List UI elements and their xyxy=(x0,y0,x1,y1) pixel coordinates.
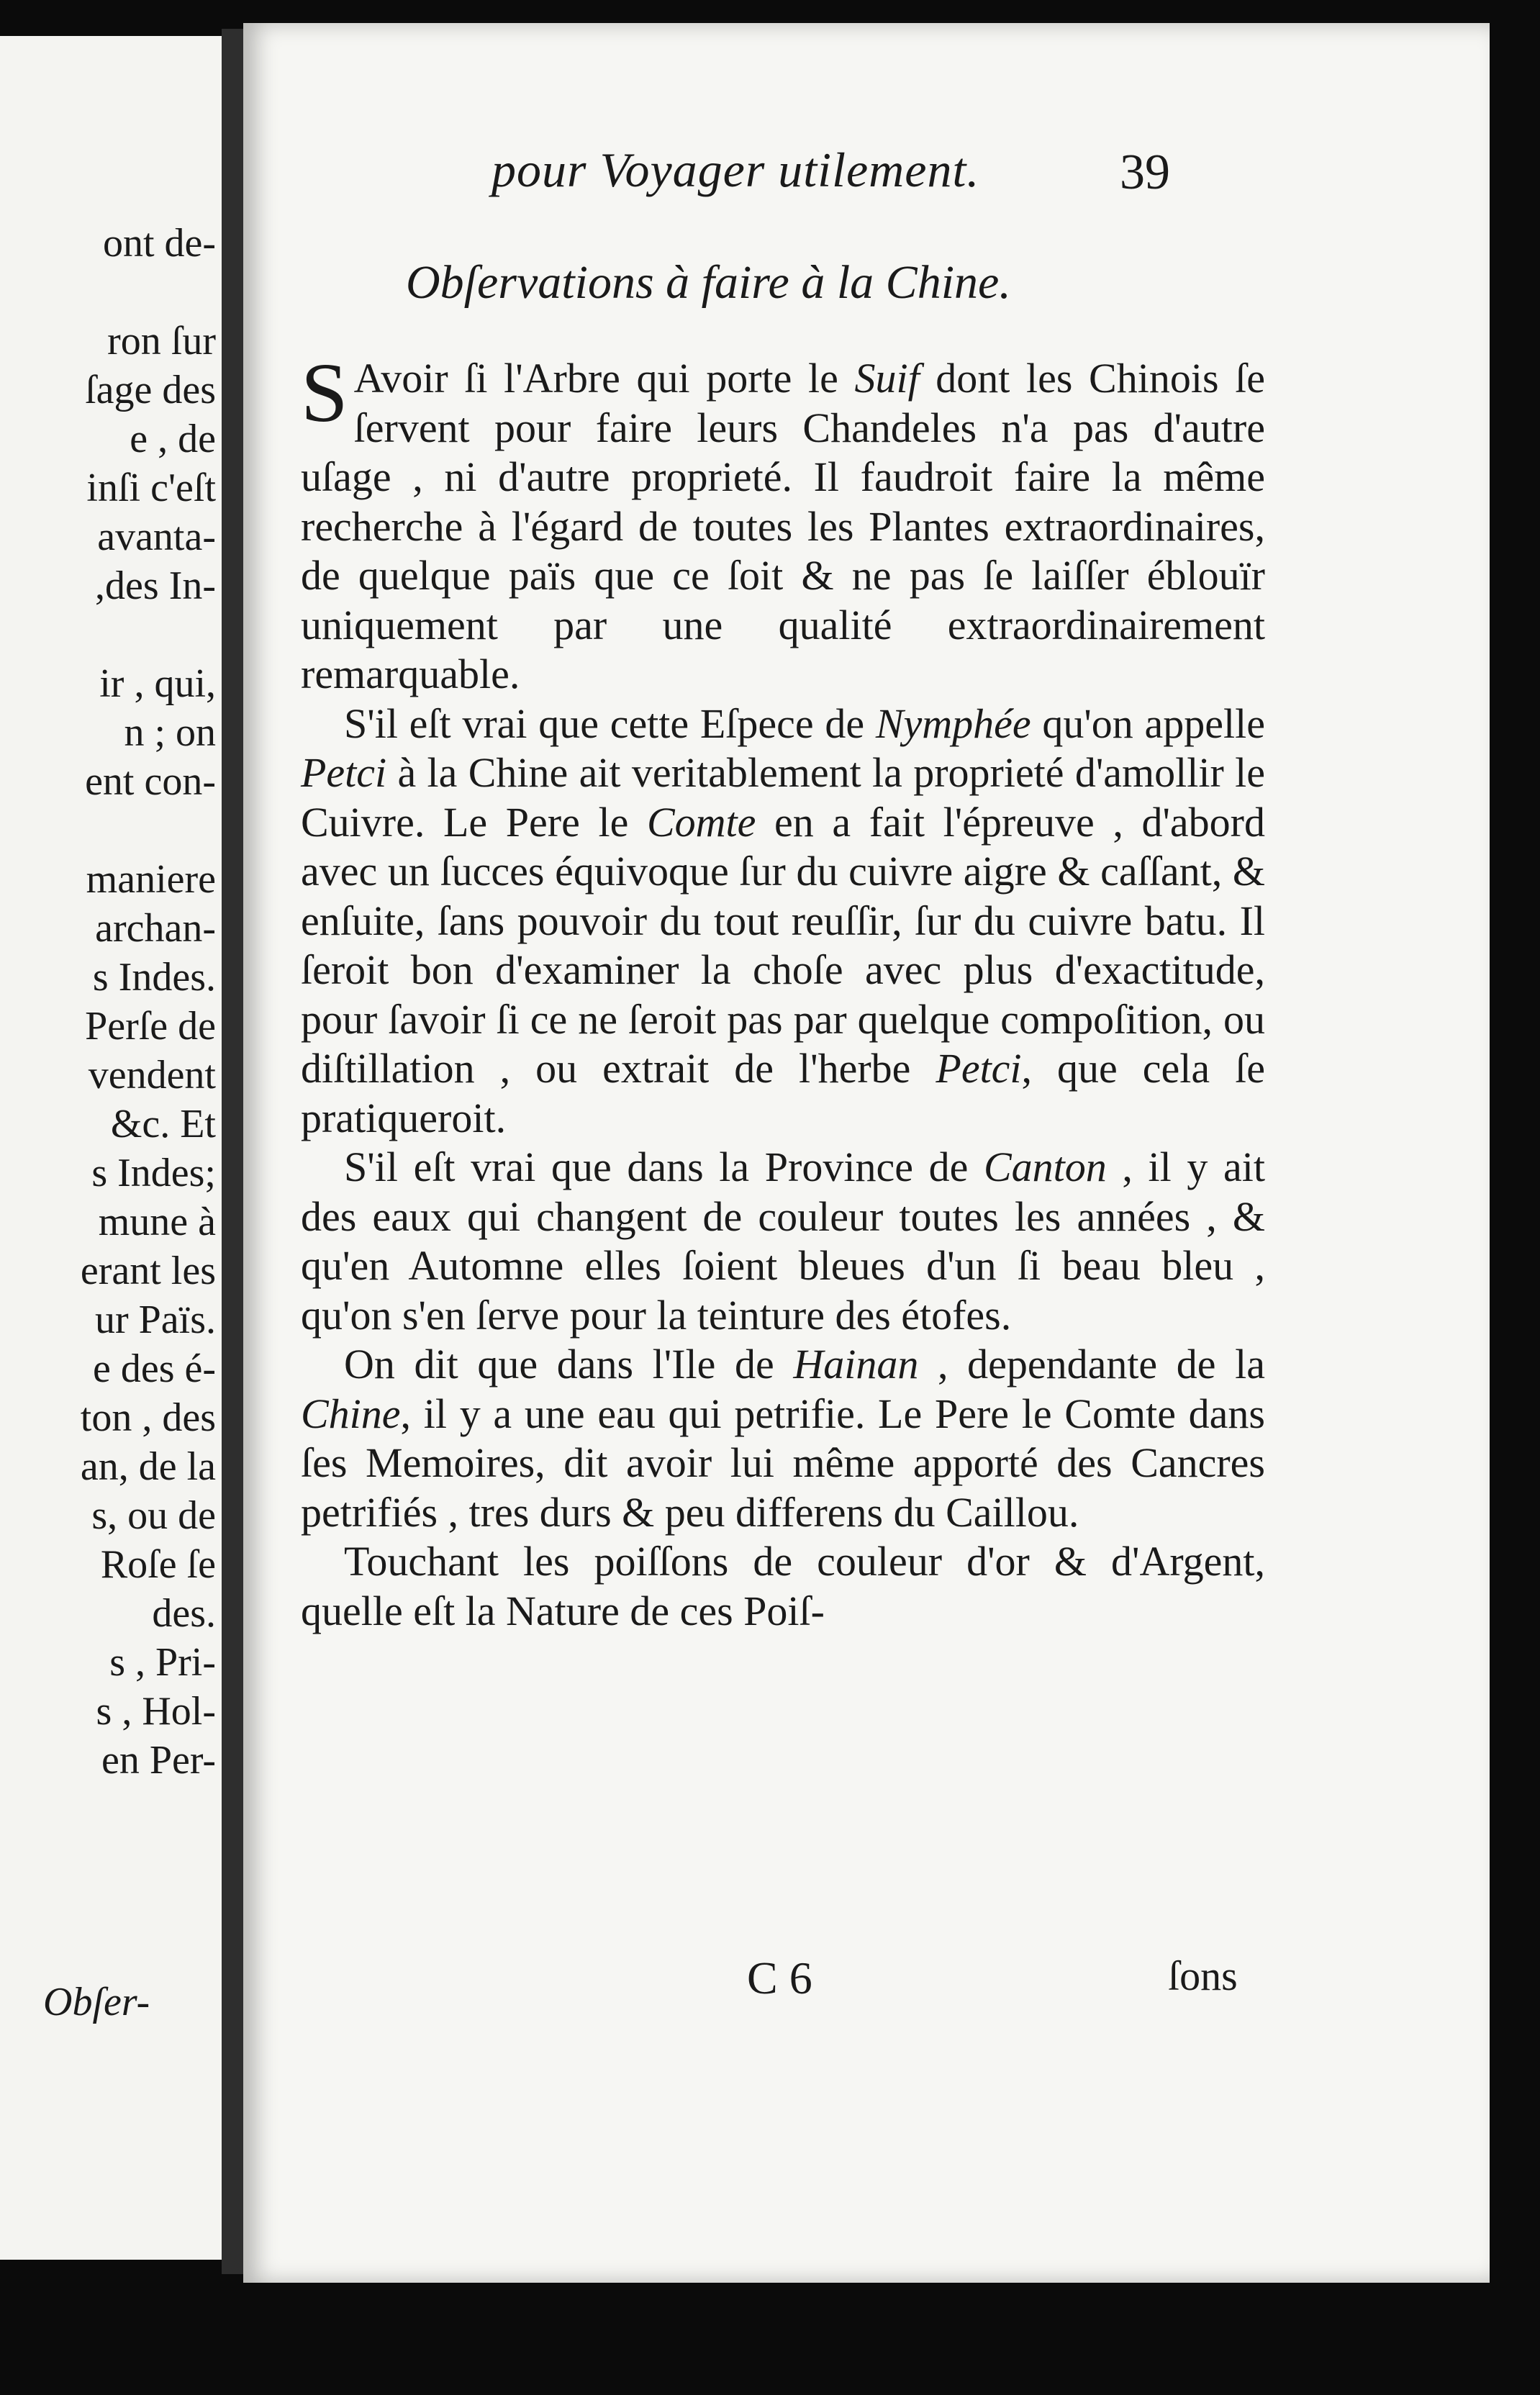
text-run: On dit que dans l'Ile de xyxy=(344,1341,794,1387)
italic-term: Suif xyxy=(854,355,920,402)
book-gutter xyxy=(222,29,243,2274)
text-run: dont les Chinois ſe ſervent pour faire leurs Chandeles n'a pas d'autre uſage , ni d'autre proprieté. Il faudroit faire la même recherche à l'égard de toutes les Plantes extraordinaires, de quelque païs que ce ſoit & ne pas ſe laiſſer éblouïr uniquement par une qualité extraordinairement remarquable. xyxy=(301,355,1265,697)
facing-page-left xyxy=(0,36,222,2260)
italic-term: Petci xyxy=(936,1045,1022,1092)
section-title: Obſervations à faire à la Chine. xyxy=(406,256,1011,309)
facing-page-line: ,des In- xyxy=(95,563,216,608)
text-run: qu'on appelle xyxy=(1031,700,1265,747)
facing-page-line: s Indes; xyxy=(91,1151,216,1195)
facing-page-line: ron ſur xyxy=(107,319,216,363)
text-run: Avoir ſi l'Arbre qui porte le xyxy=(353,355,855,402)
text-run: , il y ait des eaux qui changent de couleur toutes les années , & qu'en Automne elles ſoient bleues d'un ſi beau bleu , qu'on s'en ſerve pour la teinture des étofes. xyxy=(301,1144,1265,1339)
italic-term: Hainan xyxy=(793,1341,919,1387)
facing-page-line: ont de- xyxy=(102,221,216,266)
paragraph-canton xyxy=(301,1143,1265,1340)
facing-page-catchword: Obſer- xyxy=(43,1980,150,2024)
facing-page-line: ſage des xyxy=(85,368,216,412)
facing-page-line: e , de xyxy=(130,417,216,461)
italic-term: Petci xyxy=(301,749,387,796)
facing-page-line: s , Pri- xyxy=(109,1640,216,1685)
text-run: , que cela ſe pratiqueroit. xyxy=(301,1045,1265,1141)
facing-page-line: inſi c'eſt xyxy=(86,466,216,510)
text-run: S'il eſt vrai que cette Eſpece de xyxy=(344,700,876,747)
facing-page-line: en Per- xyxy=(101,1738,216,1783)
running-head: pour Voyager utilement. xyxy=(492,142,980,197)
text-run: en a fait l'épreuve , d'abord avec un ſucces équivoque ſur du cuivre aigre & caſſant, & enſuite, ſans pouvoir du tout reuſſir, ſur du cuivre batu. Il ſeroit bon d'examiner la choſe avec plus d'exactitude, pour ſavoir ſi ce ne ſeroit pas par quelque compoſition, ou diſtillation , ou extrait de l'herbe xyxy=(301,798,1265,1092)
facing-page-line: ur Païs. xyxy=(95,1298,216,1342)
facing-page-line: vendent xyxy=(88,1053,216,1097)
paragraph-suif xyxy=(301,345,1265,700)
facing-page-line: s , Hol- xyxy=(96,1689,216,1734)
text-run: S'il eſt vrai que dans la Province de xyxy=(344,1144,984,1190)
text-run: à la Chine ait veritablement la proprieté d'amollir le Cuivre. Le Pere le xyxy=(301,749,1265,846)
facing-page-line: erant les xyxy=(80,1249,216,1293)
catchword: ſons xyxy=(1168,1952,1238,1999)
facing-page-line: Roſe ſe xyxy=(100,1542,216,1587)
page-number: 39 xyxy=(1120,145,1170,200)
signature-mark: C 6 xyxy=(747,1952,812,2004)
paragraph-hainan xyxy=(301,1340,1265,1537)
italic-term: Chine xyxy=(301,1390,401,1437)
facing-page-line: maniere xyxy=(86,857,216,902)
italic-term: Comte xyxy=(646,798,756,846)
paragraph-poissons xyxy=(301,1537,1265,1636)
text-run: , il y a une eau qui petrifie. Le Pere le Comte dans ſes Memoires, dit avoir lui même apporté des Cancres petrifiés , tres durs & peu differens du Caillou. xyxy=(301,1390,1265,1536)
paragraph-nymphee xyxy=(301,700,1265,1144)
facing-page-line: an, de la xyxy=(80,1444,216,1489)
facing-page-line: mune à xyxy=(98,1200,216,1244)
facing-page-line: des. xyxy=(152,1591,216,1636)
facing-page-line: s, ou de xyxy=(91,1493,216,1538)
facing-page-line: e des é- xyxy=(92,1346,216,1391)
italic-term: Canton xyxy=(983,1144,1107,1190)
facing-page-line: ir , qui, xyxy=(99,661,216,706)
text-run: Touchant les poiſſons de couleur d'or & d'Argent, quelle eſt la Nature de ces Poiſ- xyxy=(301,1538,1265,1634)
page-39 xyxy=(243,23,1490,2283)
facing-page-line: archan- xyxy=(95,906,216,951)
facing-page-line: s Indes. xyxy=(92,955,216,1000)
drop-cap: S xyxy=(301,345,348,440)
facing-page-line: n ; on xyxy=(124,710,216,755)
facing-page-line: ent con- xyxy=(85,759,216,804)
italic-term: Nymphée xyxy=(875,700,1031,747)
text-run: , dependante de la xyxy=(918,1341,1266,1387)
facing-page-line: &c. Et xyxy=(110,1102,216,1146)
facing-page-line: Perſe de xyxy=(85,1004,216,1049)
facing-page-line: ton , des xyxy=(80,1395,216,1440)
body-text xyxy=(301,345,1266,1636)
facing-page-line: avanta- xyxy=(97,515,216,559)
